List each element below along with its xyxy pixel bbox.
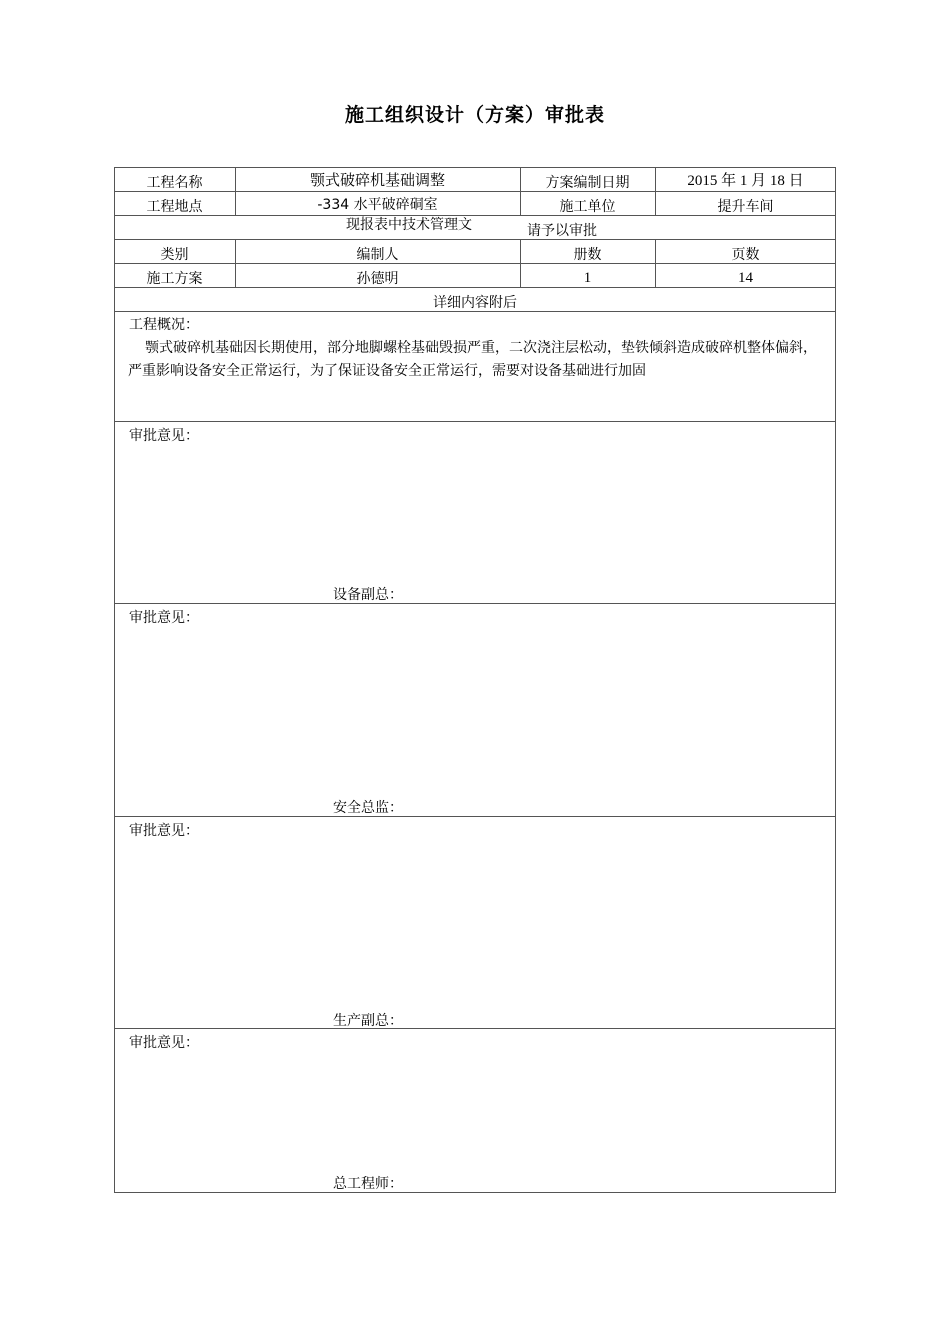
project-name-value: 颚式破碎机基础调整 — [309, 173, 445, 189]
page-title: 施工组织设计（方案）审批表 — [344, 104, 605, 126]
overview-label: 工程概况： — [129, 317, 199, 333]
category-value: 施工方案 — [146, 271, 203, 287]
signer-chief-engineer: 总工程师： — [333, 1176, 403, 1192]
approval-form — [114, 167, 836, 1193]
submission-text-b: 请予以审批 — [527, 223, 597, 239]
section-divider — [114, 421, 836, 422]
site-value: -334 水平破碎硐室 — [317, 197, 438, 213]
approval-label-4: 审批意见： — [129, 1035, 199, 1051]
construction-unit-value: 提升车间 — [717, 199, 774, 215]
project-name-label: 工程名称 — [146, 175, 203, 191]
signer-equipment-deputy: 设备副总： — [333, 587, 403, 603]
column-header-author: 编制人 — [356, 247, 399, 263]
column-header-category: 类别 — [160, 247, 189, 263]
signer-production-deputy: 生产副总： — [333, 1013, 403, 1029]
site-label: 工程地点 — [146, 199, 203, 215]
details-note: 详细内容附后 — [433, 295, 517, 311]
plan-date-value: 2015 年 1 月 18 日 — [687, 173, 804, 189]
column-header-volumes: 册数 — [573, 247, 602, 263]
volumes-value: 1 — [583, 270, 592, 286]
overview-text: 颚式破碎机基础因长期使用，部分地脚螺栓基础毁损严重，二次浇注层松动，垫铁倾斜造成破碎机整体偏斜，严重影响设备安全正常运行，为了保证设备安全正常运行，需要对设备基础进行加固 — [128, 340, 817, 379]
approval-label-3: 审批意见： — [129, 823, 199, 839]
section-divider — [114, 603, 836, 604]
signer-safety-director: 安全总监： — [333, 800, 403, 816]
section-divider — [114, 816, 836, 817]
pages-value: 14 — [738, 270, 753, 286]
table-border-top — [114, 167, 836, 168]
column-header-pages: 页数 — [731, 247, 760, 263]
approval-label-1: 审批意见： — [129, 428, 199, 444]
table-border-right — [835, 167, 836, 1193]
submission-text-a: 现报表中技术管理文 — [346, 217, 472, 233]
table-border-left — [114, 167, 115, 1193]
approval-label-2: 审批意见： — [129, 610, 199, 626]
row-divider — [114, 239, 836, 240]
construction-unit-label: 施工单位 — [559, 199, 616, 215]
table-border-bottom — [114, 1192, 836, 1193]
author-value: 孙德明 — [356, 271, 399, 287]
section-divider — [114, 1028, 836, 1029]
plan-date-label: 方案编制日期 — [545, 175, 630, 191]
